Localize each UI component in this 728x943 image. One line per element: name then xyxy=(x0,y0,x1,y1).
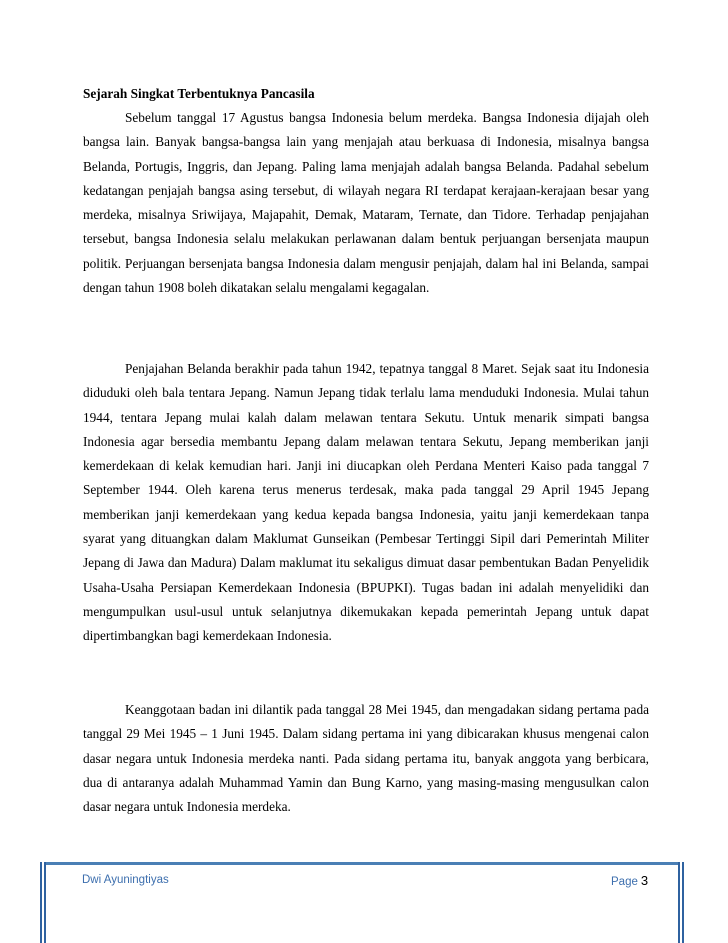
paragraph-text: Penjajahan Belanda berakhir pada tahun 1942, tepatnya tanggal 8 Maret. Sejak saat itu Indonesia diduduki oleh bala tentara Jepang. Namun Jepang tidak terlalu lama menduduki Indonesia. Mulai tahun 1944, tentara Jepang mulai kalah dalam melawan tentara Sekutu. Untuk menarik simpati bangsa Indonesia agar bersedia membantu Jepang dalam melawan tentara Sekutu, Jepang memberikan janji kemerdekaan di kelak kemudian hari. Janji ini diucapkan oleh Perdana Menteri Kaiso pada tanggal 7 September 1944. Oleh karena terus menerus terdesak, maka pada tanggal 29 April 1945 Jepang memberikan janji kemerdekaan yang kedua kepada bangsa Indonesia, yaitu janji kemerdekaan tanpa syarat yang dituangkan dalam Maklumat Gunseikan (Pembesar Tertinggi Sipil dari Pemerintah Militer Jepang di Jawa dan Madura) Dalam maklumat itu sekaligus dimuat dasar pembentukan Badan Penyelidik Usaha-Usaha Persiapan Kemerdekaan Indonesia (BPUPKI). Tugas badan ini adalah menyelidiki dan mengumpulkan usul-usul untuk selanjutnya dikemukakan kepada pemerintah Jepang untuk dapat dipertimbangkan bagi kemerdekaan Indonesia. xyxy=(83,361,649,644)
page-label: Page xyxy=(611,876,638,888)
paragraph-1 xyxy=(83,106,649,300)
footer-left-border xyxy=(40,862,46,943)
footer-right-border xyxy=(678,862,684,943)
footer-divider xyxy=(40,862,680,865)
paragraph-2 xyxy=(83,357,649,649)
footer-author: Dwi Ayuningtiyas xyxy=(82,874,169,886)
page-number: 3 xyxy=(640,873,649,888)
paragraph-3 xyxy=(83,698,649,819)
paragraph-text: Keanggotaan badan ini dilantik pada tanggal 28 Mei 1945, dan mengadakan sidang pertama pada tanggal 29 Mei 1945 – 1 Juni 1945. Dalam sidang pertama ini yang dibicarakan khusus mengenai calon dasar negara untuk Indonesia merdeka nanti. Pada sidang pertama itu, banyak anggota yang berbicara, dua di antaranya adalah Muhammad Yamin dan Bung Karno, yang masing-masing mengusulkan calon dasar negara untuk Indonesia merdeka. xyxy=(83,702,649,815)
paragraph-text: Sebelum tanggal 17 Agustus bangsa Indonesia belum merdeka. Bangsa Indonesia dijajah oleh bangsa lain. Banyak bangsa-bangsa lain yang menjajah atau berkuasa di Indonesia, misalnya bangsa Belanda, Portugis, Inggris, dan Jepang. Paling lama menjajah adalah bangsa Belanda. Padahal sebelum kedatangan penjajah bangsa asing tersebut, di wilayah negara RI terdapat kerajaan-kerajaan besar yang merdeka, misalnya Sriwijaya, Majapahit, Demak, Mataram, Ternate, dan Tidore. Terhadap penjajahan tersebut, bangsa Indonesia selalu melakukan perlawanan dalam bentuk perjuangan bersenjata maupun politik. Perjuangan bersenjata bangsa Indonesia dalam mengusir penjajah, dalam hal ini Belanda, sampai dengan tahun 1908 boleh dikatakan selalu mengalami kegagalan. xyxy=(83,110,649,296)
document-title: Sejarah Singkat Terbentuknya Pancasila xyxy=(83,86,315,101)
footer-page-number xyxy=(611,872,648,890)
